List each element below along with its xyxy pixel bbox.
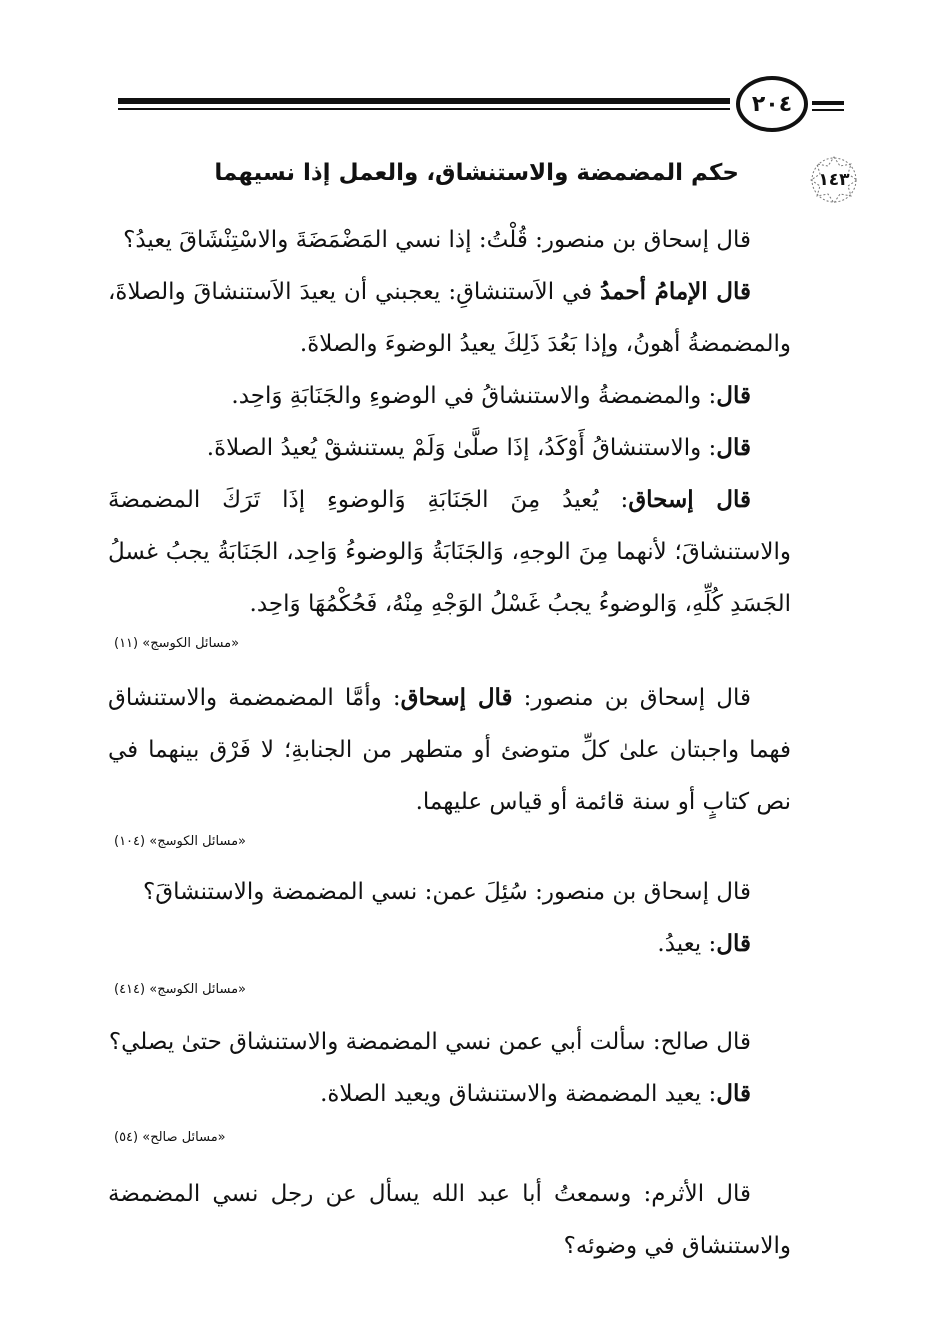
paragraph [108,1016,791,1068]
chapter-number: ١٤٣ [818,170,850,190]
chapter-title: حكم المضمضة والاستنشاق، والعمل إذا نسيهما [214,160,739,186]
paragraph-text: : يعيدُ. [657,931,717,957]
paragraph [108,266,791,370]
paragraph-text: : يُعيدُ مِنَ الجَنَابَةِ وَالوضوءِ إذَا تَرَكَ المضمضةَ والاستنشاقَ؛ لأنهما مِنَ الوجهِ، وَالجَنَابَةُ وَالوضوءُ وَاحِد، الجَنَابَةُ يجبُ غسلُ الجَسَدِ كُلِّهِ، وَالوضوءُ يجبُ غَسْلُ الوَجْهِ مِنْهُ، فَحُكْمُهَا وَاحِد. [108,487,791,617]
speaker-label: قال [716,930,751,957]
speaker-label: قال [716,1080,751,1107]
header-rule-thin [118,108,730,110]
paragraph-text: قال إسحاق بن منصور: سُئِلَ عمن: نسي المضمضة والاستنشاقَ؟ [143,879,751,905]
paragraph-text: في الاَستنشاقِ: يعجبني أن يعيدَ الاَستنشاقَ والصلاةَ، والمضمضةُ أهونُ، وإذا بَعُدَ ذَلِكَ يعيدُ الوضوءَ والصلاةَ. [108,279,791,357]
source-citation: «مسائل الكوسج» (٤١٤) [114,982,247,997]
paragraph [108,1168,791,1272]
paragraph-text: : والاستنشاقُ أَوْكَدُ، إذَا صلَّىٰ وَلَمْ يستنشقْ يُعيدُ الصلاةَ. [206,435,717,461]
paragraph-text: : والمضمضةُ والاستنشاقُ في الوضوءِ والجَنَابَةِ وَاحِد. [231,383,717,409]
speaker-label: قال إسحاق [628,486,751,513]
paragraph-text: : يعيد المضمضة والاستنشاق ويعيد الصلاة. [320,1081,717,1107]
paragraph [108,672,791,828]
paragraph [108,1068,791,1120]
source-citation: «مسائل الكوسج» (١٠٤) [114,834,247,849]
header-rule-stub-thin [812,109,844,111]
source-citation: «مسائل الكوسج» (١١) [114,636,240,651]
page-number: ٢٠٤ [736,76,808,132]
paragraph-prefix: قال إسحاق بن منصور: [512,685,751,711]
paragraph-text: قال إسحاق بن منصور: قُلْتُ: إذا نسي المَضْمَضَةَ والاسْتِنْشَاقَ يعيدُ؟ [123,227,751,253]
header-rule-stub [812,101,844,105]
speaker-label: قال [716,434,751,461]
paragraph [108,422,791,474]
paragraph [108,866,791,918]
paragraph-text: قال الأثرم: وسمعتُ أبا عبد الله يسأل عن رجل نسي المضمضة والاستنشاق في وضوئه؟ [108,1181,791,1259]
paragraph-text: قال صالح: سألت أبي عمن نسي المضمضة والاستنشاق حتىٰ يصلي؟ [108,1029,751,1055]
paragraph [108,370,791,422]
paragraph-text: : وأمَّا المضمضمة والاستنشاق فهما واجبتان علىٰ كلِّ متوضئ أو متطهر من الجنابةِ؛ لا فَرْق بينهما في نص كتابٍ أو سنة قائمة أو قياس عليهما. [108,685,791,815]
speaker-label: قال الإمامُ أحمدُ [600,278,751,305]
header-rule [118,98,730,104]
speaker-label: قال إسحاق [400,684,513,711]
paragraph [108,474,791,630]
paragraph [108,918,791,970]
paragraph [108,214,791,266]
speaker-label: قال [716,382,751,409]
source-citation: «مسائل صالح» (٥٤) [114,1130,226,1145]
